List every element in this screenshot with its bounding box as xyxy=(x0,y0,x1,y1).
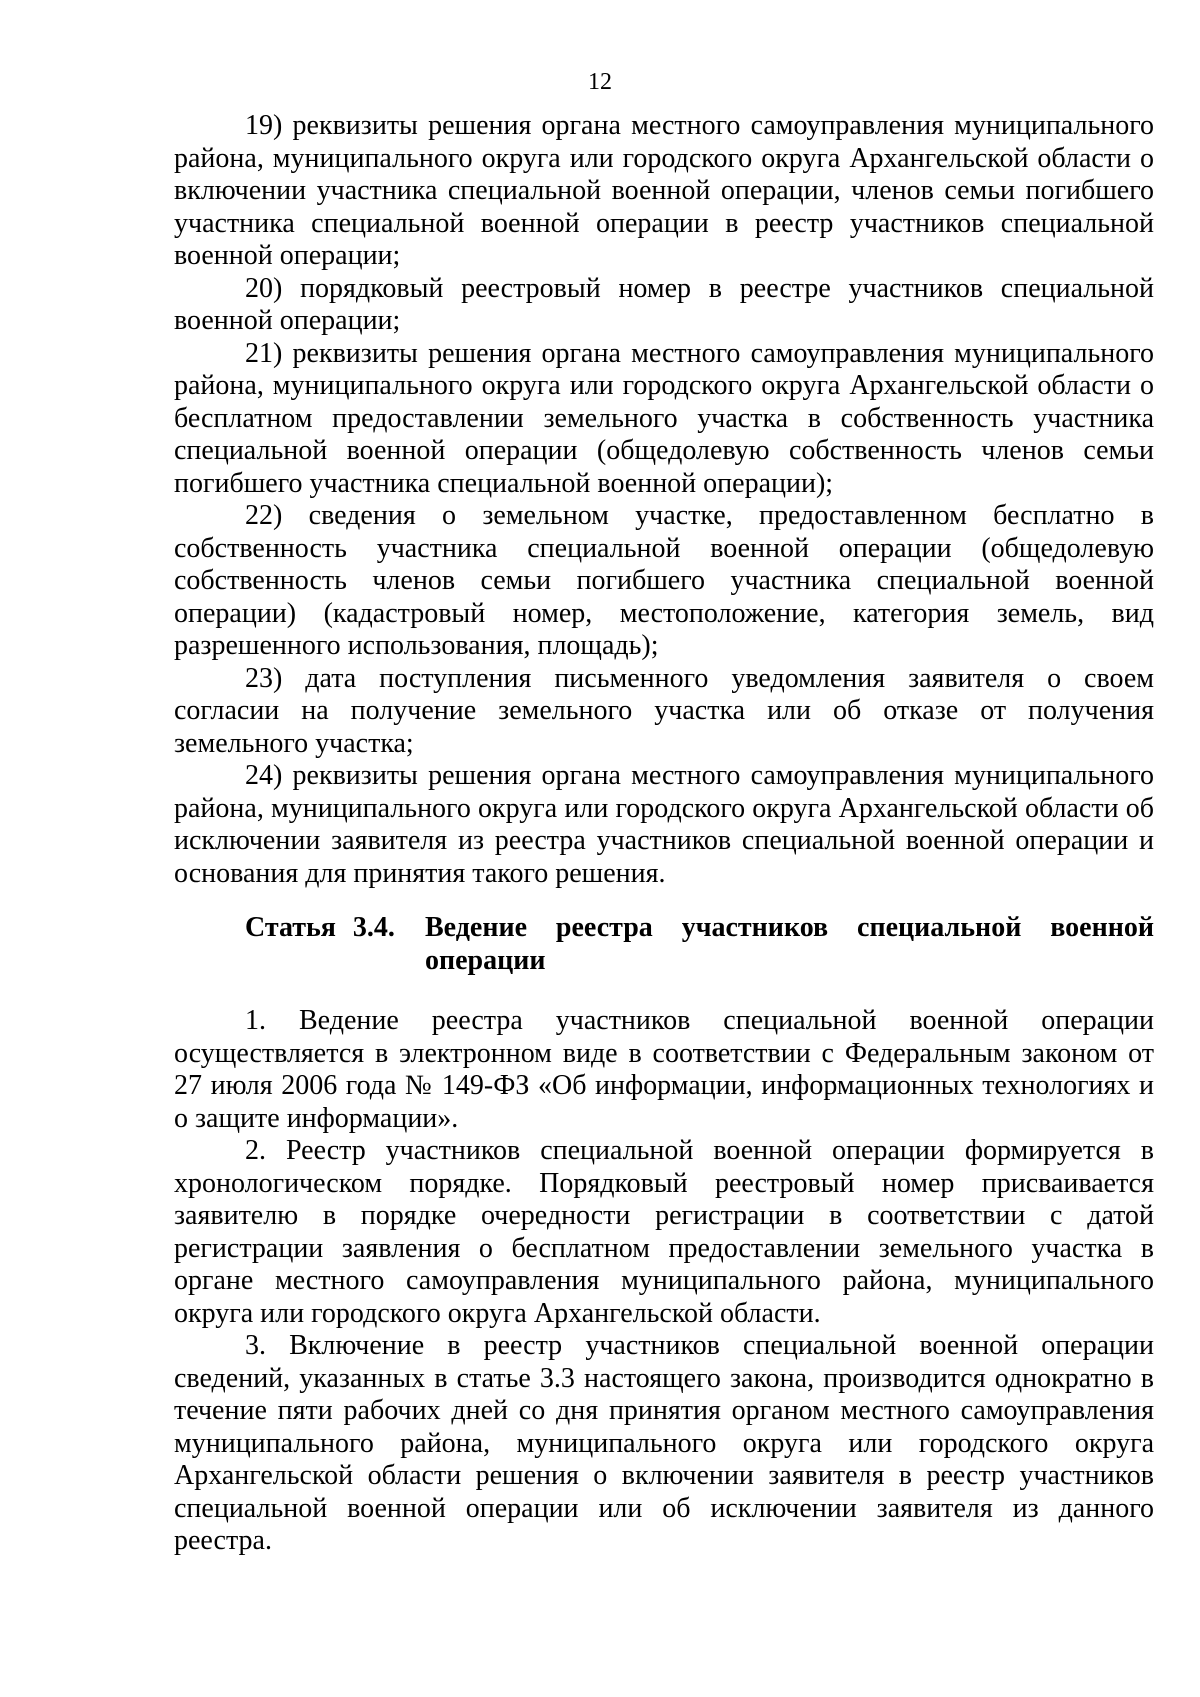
article-title: Ведение реестра участников специальной военной операции xyxy=(425,912,1154,976)
article-paragraph-3: 3. Включение в реестр участников специальной военной операции сведений, указанных в статье 3.3 настоящего закона, производится однократно в течение пяти рабочих дней со дня принятия органом местного самоуправления муниципального района, муниципального округа или городского округа Архангельской области решения о включении заявителя в реестр участников специальной военной операции или об исключении заявителя из данного реестра. xyxy=(174,1330,1154,1556)
article-number: Статья 3.4. xyxy=(245,912,395,943)
list-item-23: 23) дата поступления письменного уведомления заявителя о своем согласии на получение земельного участка или об отказе от получения земельного участка; xyxy=(174,662,1154,759)
document-body xyxy=(174,110,1154,1558)
list-item-21: 21) реквизиты решения органа местного самоуправления муниципального района, муниципального округа или городского округа Архангельской области о бесплатном предоставлении земельного участка в собственность участника специальной военной операции (общедолевую собственность членов семьи погибшего участника специальной военной операции); xyxy=(174,337,1154,499)
article-paragraph-1: 1. Ведение реестра участников специальной военной операции осуществляется в электронном виде в соответствии с Федеральным законом от 27 июля 2006 года № 149-ФЗ «Об информации, информационных технологиях и о защите информации». xyxy=(174,1005,1154,1134)
list-item-20: 20) порядковый реестровый номер в реестре участников специальной военной операции; xyxy=(174,272,1154,336)
list-item-24: 24) реквизиты решения органа местного самоуправления муниципального района, муниципального округа или городского округа Архангельской области об исключении заявителя из реестра участников специальной военной операции и основания для принятия такого решения. xyxy=(174,760,1154,889)
article-heading xyxy=(174,912,1154,977)
list-item-22: 22) сведения о земельном участке, предоставленном бесплатно в собственность участника специальной военной операции (общедолевую собственность членов семьи погибшего участника специальной военной операции) (кадастровый номер, местоположение, категория земель, вид разрешенного использования, площадь); xyxy=(174,500,1154,661)
article-paragraph-2: 2. Реестр участников специальной военной операции формируется в хронологическом порядке. Порядковый реестровый номер присваивается заявителю в порядке очередности регистрации в соответствии с датой регистрации заявления о бесплатном предоставлении земельного участка в органе местного самоуправления муниципального района, муниципального округа или городского округа Архангельской области. xyxy=(174,1135,1154,1329)
page-number: 12 xyxy=(588,69,612,95)
list-item-19: 19) реквизиты решения органа местного самоуправления муниципального района, муниципального округа или городского округа Архангельской области о включении участника специальной военной операции, членов семьи погибшего участника специальной военной операции в реестр участников специальной военной операции; xyxy=(174,110,1154,271)
